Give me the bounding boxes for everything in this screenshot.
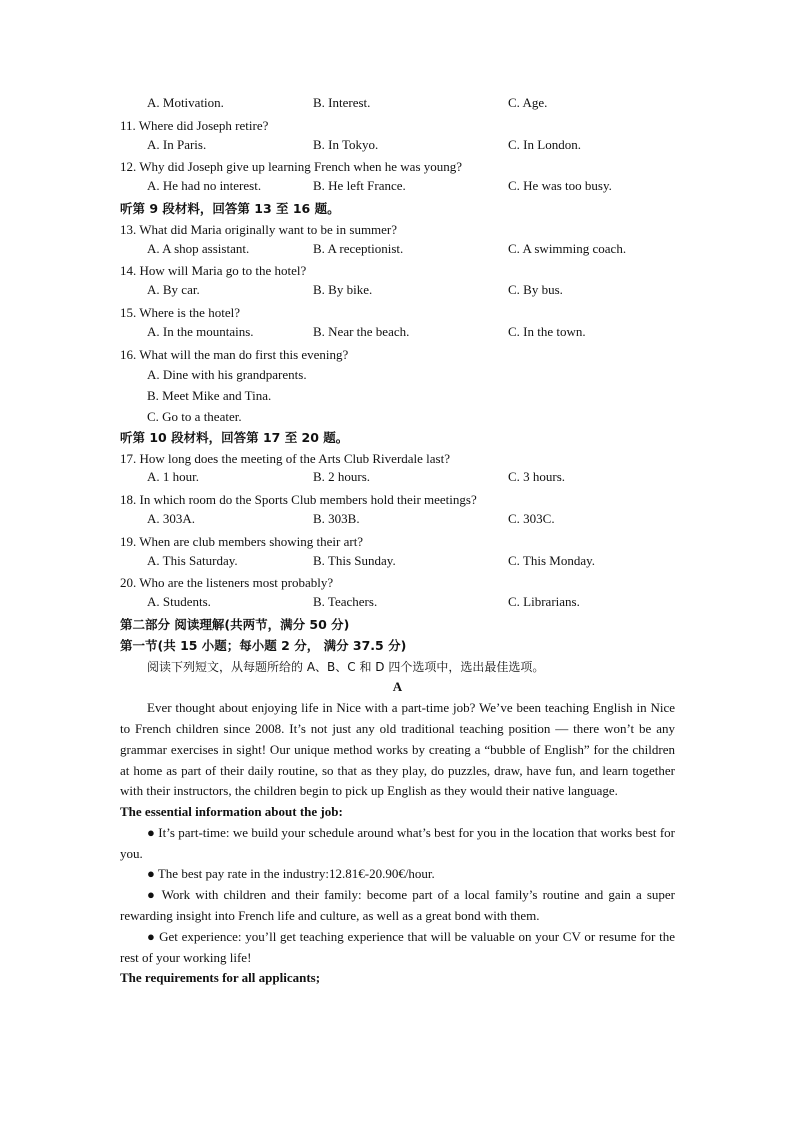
q19-option-b: B. This Sunday. [313,552,396,568]
section-heading-10: 听第 10 段材料，回答第 17 至 20 题。 [120,429,349,445]
bullet-pay-rate: ● The best pay rate in the industry:12.81€-20.90€/hour. [147,866,435,882]
q13-option-a: A. A shop assistant. [147,240,250,256]
q14-option-b: B. By bike. [313,282,373,298]
passage-label: A [392,679,403,695]
reading-instruction: 阅读下列短文，从每题所给的 A、B、C 和 D 四个选项中，选出最佳选项。 [147,659,545,674]
q15-option-c: C. In the town. [508,323,586,339]
q11-stem: 11. Where did Joseph retire? [120,117,269,133]
q16-option-c: C. Go to a theater. [147,408,242,424]
q16-stem: 16. What will the man do first this evening? [120,346,349,362]
q13-options [120,241,675,262]
bullet-family: ● Work with children and their family: become part of a local family’s routine and gain a super rewarding insight into French life and culture, as well as a great bond with them. [120,887,675,924]
q15-option-a: A. In the mountains. [147,323,254,339]
q19-option-a: A. This Saturday. [147,552,238,568]
q19-stem: 19. When are club members showing their art? [120,533,364,549]
q18-options [120,511,675,532]
essential-info-heading: The essential information about the job: [120,804,343,820]
q19-option-c: C. This Monday. [508,552,596,568]
q18-option-b: B. 303B. [313,510,360,526]
q13-stem: 13. What did Maria originally want to be in summer? [120,221,398,237]
q14-option-c: C. By bus. [508,282,563,298]
part-two-heading: 第二部分 阅读理解(共两节，满分 50 分) [120,616,350,632]
q12-options [120,178,675,199]
q12-option-a: A. He had no interest. [147,178,262,194]
q18-option-c: C. 303C. [508,510,555,526]
bullet-experience: ● Get experience: you’ll get teaching experience that will be valuable on your CV or resume for the rest of your working life! [120,928,675,965]
exam-page [120,95,675,989]
q10-option-a: A. Motivation. [147,95,224,110]
requirements-heading: The requirements for all applicants; [120,970,321,986]
q17-option-a: A. 1 hour. [147,469,199,485]
q12-option-c: C. He was too busy. [508,178,612,194]
q13-option-b: B. A receptionist. [313,240,404,256]
q14-option-a: A. By car. [147,282,200,298]
q14-stem: 14. How will Maria go to the hotel? [120,263,307,279]
q18-option-a: A. 303A. [147,510,196,526]
q13-option-c: C. A swimming coach. [508,240,627,256]
passage-intro: Ever thought about enjoying life in Nice with a part-time job? We’ve been teaching English in Nice to French children since 2008. It’s not just any old traditional teaching position — there won’t be any grammar exercises in sight! Our unique method works by creating a “bubble of English” for the children at home as part of their daily routine, so that as they play, do puzzles, draw, have fun, and learn together with their instructors, the children begin to pick up English as they would their native language. [120,700,675,799]
q19-options [120,553,675,574]
q16-option-b: B. Meet Mike and Tina. [147,388,272,404]
q20-option-b: B. Teachers. [313,594,378,610]
q11-option-c: C. In London. [508,136,581,152]
section-one-heading: 第一节(共 15 小题；每小题 2 分， 满分 37.5 分) [120,637,407,653]
q16-option-a: A. Dine with his grandparents. [147,367,307,383]
q15-options [120,324,675,345]
q10-options [120,95,675,116]
q17-option-b: B. 2 hours. [313,469,371,485]
q18-stem: 18. In which room do the Sports Club members hold their meetings? [120,492,477,508]
q20-option-c: C. Librarians. [508,594,580,610]
q11-option-b: B. In Tokyo. [313,136,379,152]
q10-option-c: C. Age. [508,95,548,110]
section-heading-9: 听第 9 段材料，回答第 13 至 16 题。 [120,200,340,216]
q10-option-b: B. Interest. [313,95,371,110]
q20-stem: 20. Who are the listeners most probably? [120,575,334,591]
q14-options [120,282,675,303]
q12-option-b: B. He left France. [313,178,406,194]
bullet-part-time: ● It’s part-time: we build your schedule around what’s best for you in the location that works best for you. [120,824,675,861]
q11-option-a: A. In Paris. [147,136,207,152]
q15-stem: 15. Where is the hotel? [120,304,240,320]
q20-option-a: A. Students. [147,594,211,610]
q20-options [120,594,675,615]
q15-option-b: B. Near the beach. [313,323,410,339]
q17-options [120,469,675,490]
q17-stem: 17. How long does the meeting of the Arts Club Riverdale last? [120,450,450,466]
q11-options [120,137,675,158]
q17-option-c: C. 3 hours. [508,469,566,485]
q12-stem: 12. Why did Joseph give up learning French when he was young? [120,159,463,175]
